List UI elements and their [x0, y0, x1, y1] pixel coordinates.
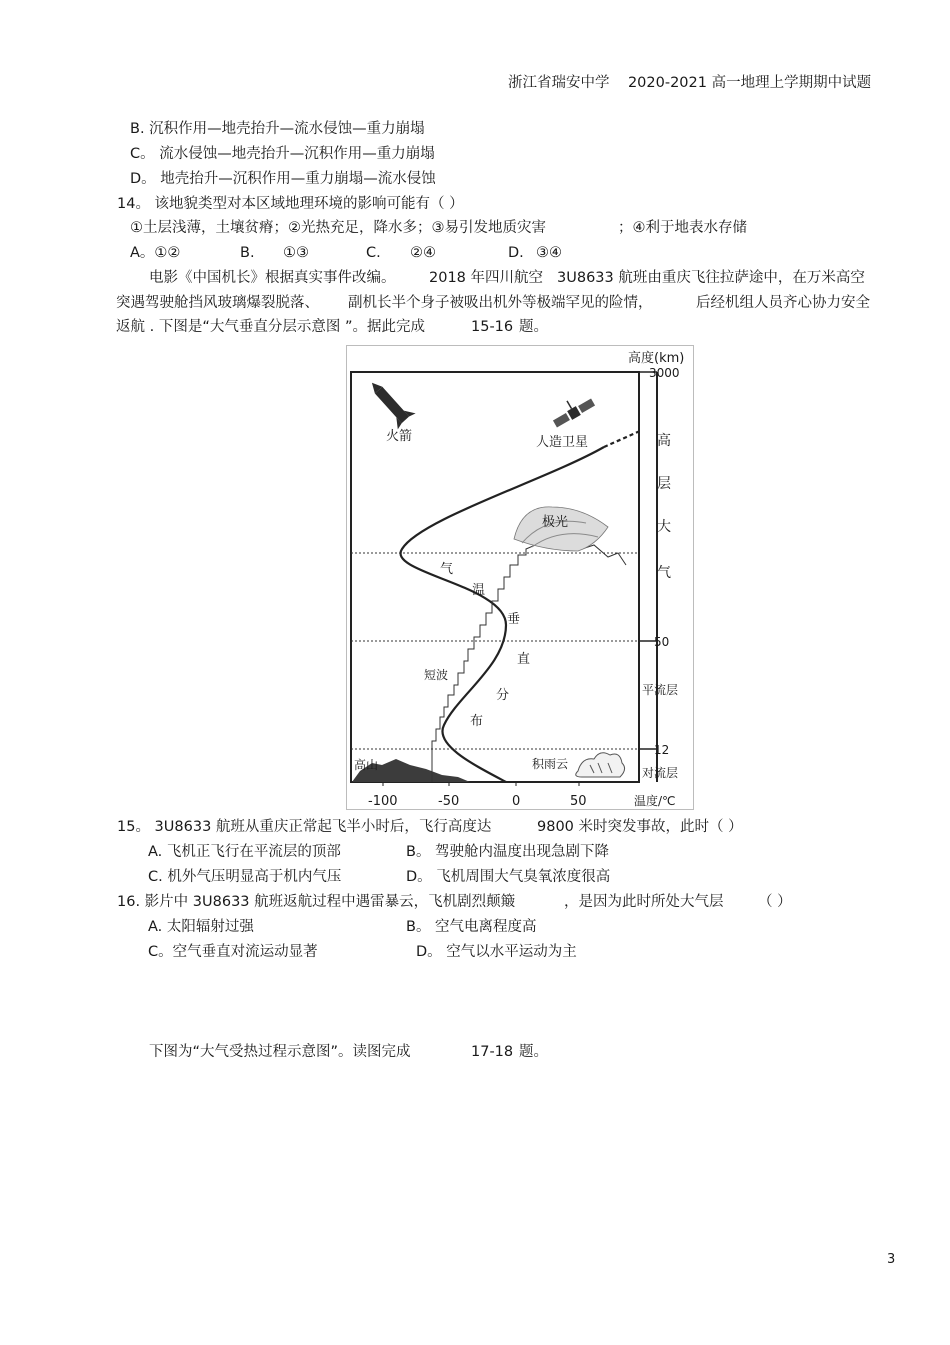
q14-option-b: B. — [240, 245, 255, 261]
intro1-line2b: 副机长半个身子被吸出机外等极端罕见的险情， — [348, 295, 653, 311]
q16-stem-c: （ ） — [758, 894, 792, 910]
intro1-line1c: 3U8633 航班由重庆飞往拉萨途中，在万米高空 — [557, 270, 865, 286]
header-years: 2020-2021 — [627, 75, 707, 91]
layer-upper-char-4: 气 — [657, 565, 671, 581]
layer-troposphere: 对流层 — [642, 766, 679, 780]
q15-option-b: B。 驾驶舱内温度出现急剧下降 — [406, 844, 610, 860]
q14-statement-4: ；④利于地表水存储 — [618, 220, 747, 236]
q13-option-c: C。 流水侵蚀—地壳抬升—沉积作用—重力崩塌 — [130, 146, 435, 162]
label-cumulonimbus: 积雨云 — [532, 757, 569, 771]
intro1-line2a: 突遇驾驶舱挡风玻璃爆裂脱落、 — [116, 295, 319, 311]
intro1-line2c: 后经机组人员齐心协力安全 — [696, 295, 870, 311]
layer-upper-char-1: 高 — [657, 433, 671, 449]
q14-option-c: C. — [366, 245, 381, 261]
curve-label-char-5: 分 — [496, 688, 510, 703]
curve-label-char-1: 气 — [440, 562, 454, 577]
intro2-end: 题。 — [519, 1044, 548, 1060]
page-header — [508, 71, 871, 92]
curve-label-char-2: 温 — [472, 583, 486, 598]
layer-stratosphere: 平流层 — [642, 683, 679, 697]
q15-stem-b: 9800 米时突发事故，此时（ ） — [537, 819, 743, 835]
q15-option-d: D。 飞机周围大气臭氧浓度很高 — [406, 869, 611, 885]
intro2-range: 17-18 — [471, 1044, 514, 1060]
x-tick-neg100: -100 — [368, 794, 398, 809]
curve-label-char-4: 直 — [517, 652, 531, 667]
q13-option-d: D。 地壳抬升—沉积作用—重力崩塌—流水侵蚀 — [130, 171, 436, 187]
q14-option-b-value: ①③ — [283, 245, 309, 261]
q13-option-b: B. 沉积作用—地壳抬升—流水侵蚀—重力崩塌 — [130, 121, 425, 137]
intro1-line3-end: 题。 — [519, 319, 548, 335]
y-tick-12: 12 — [654, 743, 670, 757]
label-shortwave: 短波 — [424, 668, 449, 682]
q16-option-a: A. 太阳辐射过强 — [148, 919, 254, 935]
label-aurora: 极光 — [542, 515, 569, 530]
x-tick-0: 0 — [512, 794, 521, 809]
layer-upper-char-3: 大 — [657, 519, 671, 535]
label-mountain: 高山 — [354, 758, 379, 772]
q14-option-d: D. — [508, 245, 524, 261]
layer-upper-char-2: 层 — [657, 476, 671, 492]
intro1-line1b: 2018 年四川航空 — [429, 270, 544, 286]
q16-stem-b: ，是因为此时所处大气层 — [564, 894, 724, 910]
y-tick-50: 50 — [654, 635, 670, 649]
intro2-text: 下图为“大气受热过程示意图”。读图完成 — [149, 1044, 411, 1060]
intro1-range: 15-16 — [471, 319, 514, 335]
q14-option-a: A。①② — [130, 245, 181, 261]
y-axis-title: 高度(km) — [628, 351, 685, 366]
x-tick-50: 50 — [570, 794, 587, 809]
header-school: 浙江省瑞安中学 — [508, 75, 610, 91]
intro1-line1a: 电影《中国机长》根据真实事件改编。 — [149, 270, 396, 286]
q15-option-c: C. 机外气压明显高于机内气压 — [148, 869, 342, 885]
q15-stem-a: 15。 3U8633 航班从重庆正常起飞半小时后，飞行高度达 — [117, 819, 492, 835]
q16-option-d: D。 空气以水平运动为主 — [416, 944, 577, 960]
label-rocket: 火箭 — [386, 429, 413, 444]
y-tick-3000: 3000 — [649, 366, 680, 380]
q16-option-b: B。 空气电离程度高 — [406, 919, 537, 935]
page-number: 3 — [887, 1252, 896, 1267]
q14-statements: ①土层浅薄，土壤贫瘠；②光热充足，降水多；③易引发地质灾害 — [130, 220, 546, 236]
curve-label-char-3: 垂 — [507, 612, 521, 627]
q16-option-c: C。空气垂直对流运动显著 — [148, 944, 318, 960]
x-axis-title: 温度/℃ — [634, 794, 676, 808]
header-exam: 高一地理上学期期中试题 — [711, 75, 872, 91]
q14-option-d-value: ③④ — [536, 245, 562, 261]
q14-option-c-value: ②④ — [410, 245, 436, 261]
q15-option-a: A. 飞机正飞行在平流层的顶部 — [148, 844, 341, 860]
curve-label-char-6: 布 — [470, 714, 484, 729]
intro1-line3: 返航 . 下图是“大气垂直分层示意图 ”。据此完成 — [116, 319, 425, 335]
atmosphere-layer-diagram — [346, 345, 694, 810]
x-tick-neg50: -50 — [438, 794, 460, 809]
q16-stem-a: 16. 影片中 3U8633 航班返航过程中遇雷暴云，飞机剧烈颠簸 — [117, 894, 516, 910]
label-satellite: 人造卫星 — [536, 435, 589, 450]
q14-stem: 14。 该地貌类型对本区域地理环境的影响可能有（ ） — [117, 196, 464, 212]
